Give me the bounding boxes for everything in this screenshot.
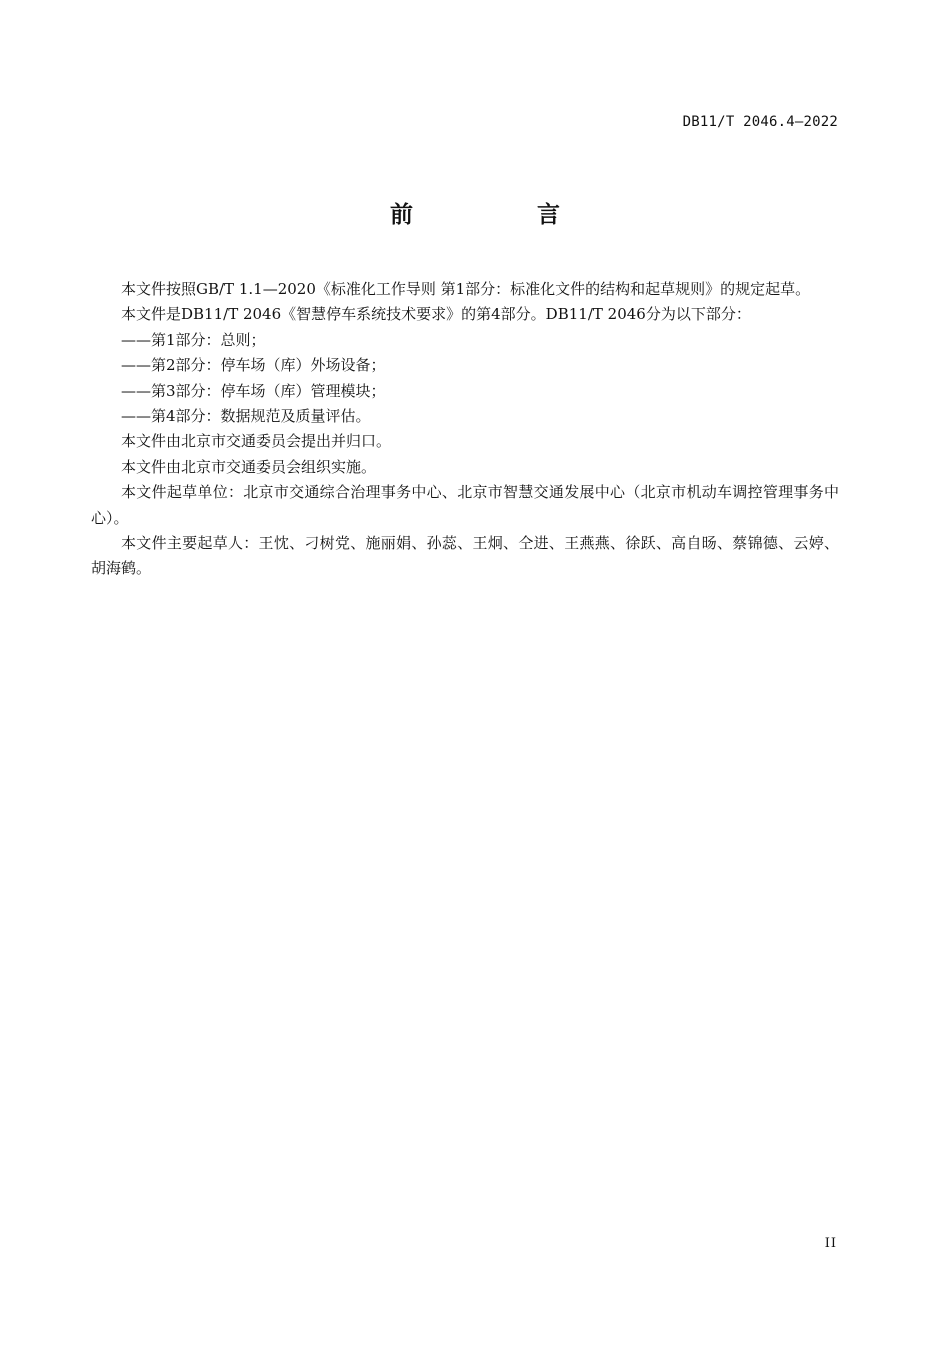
list-item-part-4: ——第4部分：数据规范及质量评估。: [121, 407, 371, 426]
paragraph-drafting-rules: 本文件按照GB/T 1.1—2020《标准化工作导则 第1部分：标准化文件的结构和起草规则》的规定起草。: [121, 280, 811, 298]
paragraph-implementer: 本文件由北京市交通委员会组织实施。: [121, 457, 377, 476]
document-code: DB11/T 2046.4—2022: [682, 114, 838, 130]
paragraph-drafting-units: 本文件起草单位：北京市交通综合治理事务中心、北京市智慧交通发展中心（北京市机动车调控管理事务中心）。: [91, 483, 839, 527]
page-number: II: [824, 1236, 837, 1251]
list-item-part-1: ——第1部分：总则；: [121, 330, 266, 349]
paragraph-series-intro: 本文件是DB11/T 2046《智慧停车系统技术要求》的第4部分。DB11/T 2046分为以下部分：: [121, 305, 751, 324]
paragraph-drafters: 本文件主要起草人：王忱、刁树党、施丽娟、孙蕊、王炯、仝进、王燕燕、徐跃、高自旸、蔡锦德、云婷、胡海鹤。: [91, 534, 839, 578]
paragraph-proposer: 本文件由北京市交通委员会提出并归口。: [121, 432, 392, 451]
page-title: 前 言: [389, 202, 618, 228]
list-item-part-3: ——第3部分：停车场（库）管理模块；: [121, 381, 386, 400]
foreword-body: [91, 277, 839, 582]
list-item-part-2: ——第2部分：停车场（库）外场设备；: [121, 356, 386, 375]
